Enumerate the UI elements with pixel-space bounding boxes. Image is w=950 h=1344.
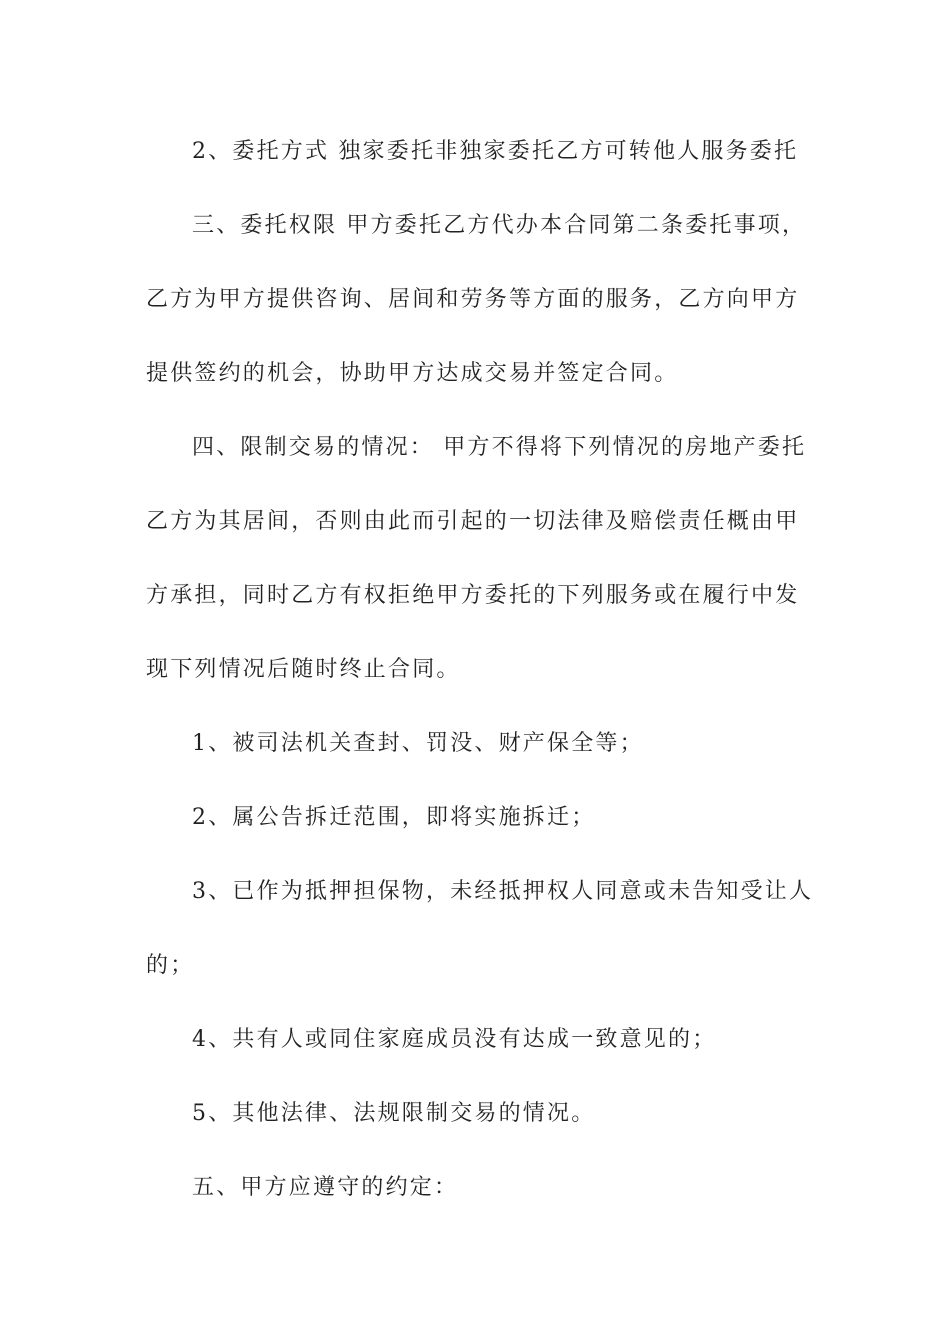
section-3-authority-line-3: 提供签约的机会，协助甲方达成交易并签定合同。 bbox=[146, 361, 679, 386]
section-4-restrictions-line-4: 现下列情况后随时终止合同。 bbox=[146, 657, 461, 682]
restriction-item-4: 4、共有人或同住家庭成员没有达成一致意见的； bbox=[192, 1027, 717, 1052]
clause-2-delegation-method: 2、委托方式 独家委托非独家委托乙方可转他人服务委托 bbox=[192, 139, 799, 164]
restriction-item-3-line-1: 3、已作为抵押担保物，未经抵押权人同意或未告知受让人 bbox=[192, 879, 814, 904]
restriction-item-3-line-2: 的； bbox=[146, 953, 195, 978]
restriction-item-1: 1、被司法机关查封、罚没、财产保全等； bbox=[192, 731, 644, 756]
section-4-restrictions-line-2: 乙方为其居间，否则由此而引起的一切法律及赔偿责任概由甲 bbox=[146, 509, 800, 534]
section-5-heading: 五、甲方应遵守的约定： bbox=[192, 1175, 459, 1200]
section-4-restrictions-line-1: 四、限制交易的情况： 甲方不得将下列情况的房地产委托 bbox=[192, 435, 807, 460]
section-4-restrictions-line-3: 方承担，同时乙方有权拒绝甲方委托的下列服务或在履行中发 bbox=[146, 583, 800, 608]
section-3-authority-line-2: 乙方为甲方提供咨询、居间和劳务等方面的服务，乙方向甲方 bbox=[146, 287, 800, 312]
section-3-authority-line-1: 三、委托权限 甲方委托乙方代办本合同第二条委托事项， bbox=[192, 213, 807, 238]
restriction-item-5: 5、其他法律、法规限制交易的情况。 bbox=[192, 1101, 596, 1126]
restriction-item-2: 2、属公告拆迁范围，即将实施拆迁； bbox=[192, 805, 596, 830]
